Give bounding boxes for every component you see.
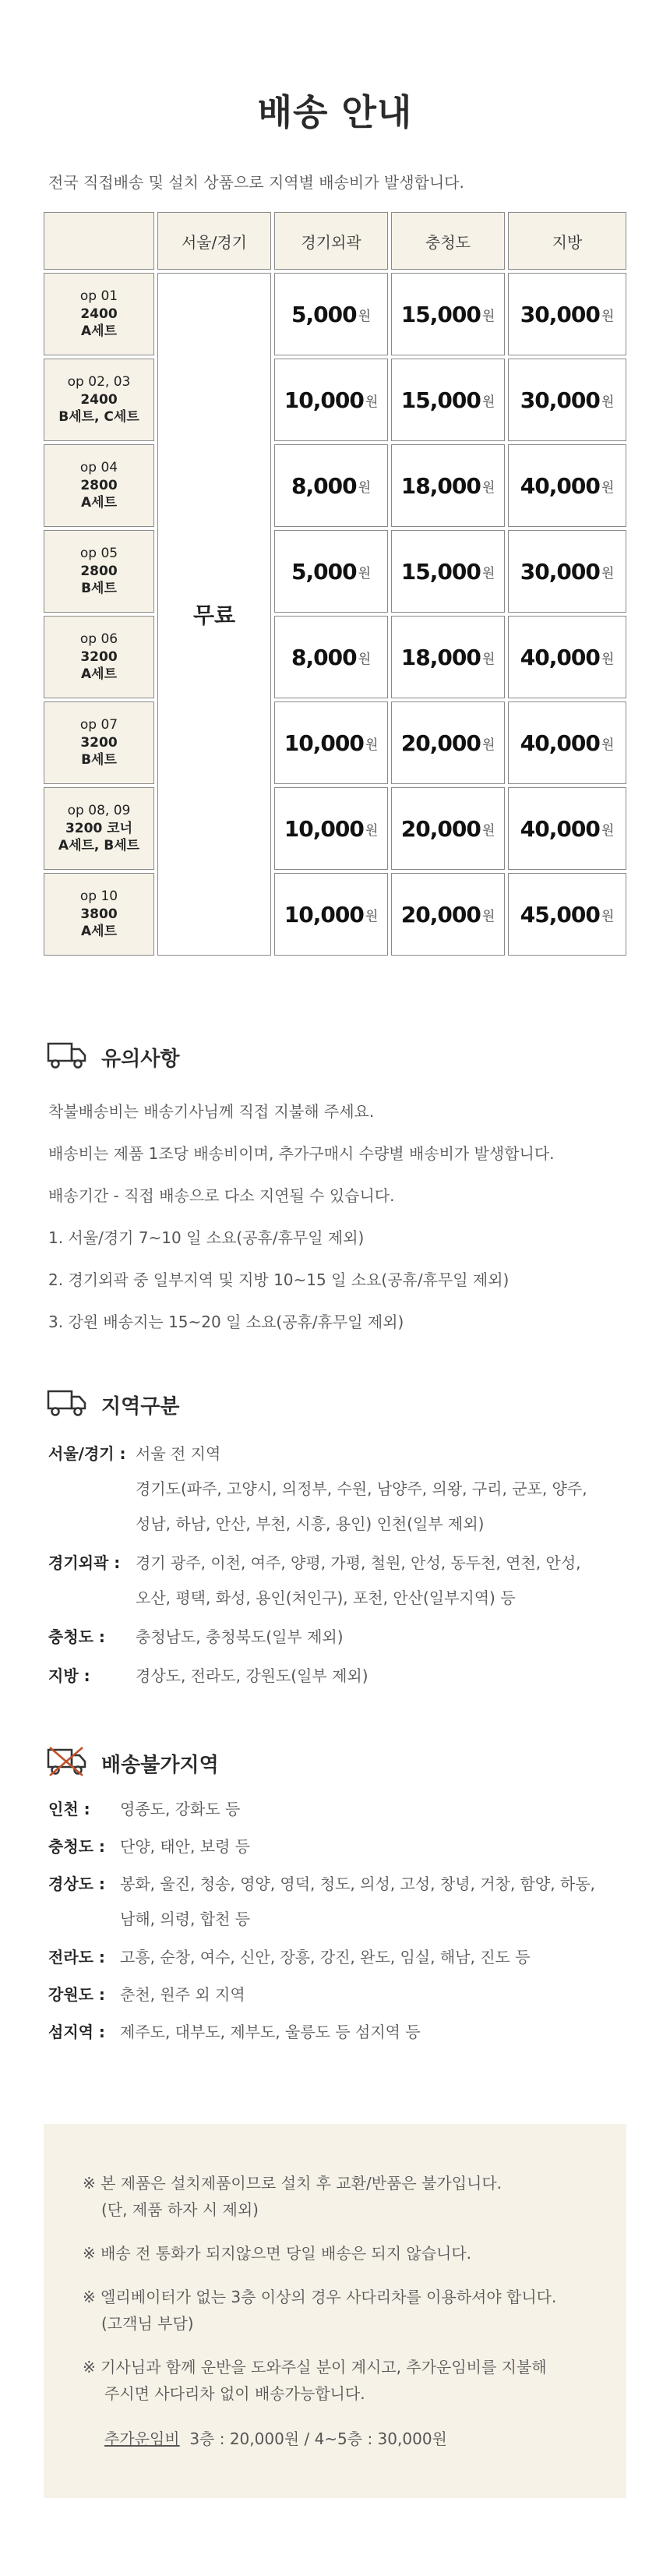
currency-unit: 원 [481,651,495,667]
region-key: 섬지역 : [48,2023,105,2041]
region-key: 경상도 : [48,1875,105,1893]
option-size: 3800 [80,906,118,922]
notice-line: (단, 제품 하자 시 제외) [101,2200,259,2219]
region-key: 서울/경기 : [48,1444,126,1463]
region-value: 오산, 평택, 화성, 용인(처인구), 포천, 안산(일부지역) 등 [136,1588,516,1607]
column-header: 서울/경기 [157,212,271,270]
option-number: op 04 [79,459,118,475]
row-label [44,787,154,870]
price-value: 40,000 [520,644,600,670]
currency-unit: 원 [481,737,495,753]
column-header: 충청도 [391,212,505,270]
price-cell [274,444,388,527]
price-value: 5,000 [291,558,357,585]
currency-unit: 원 [358,479,371,496]
option-set: A세트 [80,323,117,340]
option-size: 3200 코너 [65,820,133,836]
price-value: 20,000 [400,730,481,756]
row-label [44,873,154,956]
currency-unit: 원 [601,737,615,753]
region-key: 충청도 : [48,1627,105,1646]
notice-box [44,2124,626,2498]
region-value: 충청남도, 충청북도(일부 제외) [136,1627,344,1646]
region-value: 경기도(파주, 고양시, 의정부, 수원, 남양주, 의왕, 구리, 군포, 양주, [136,1479,587,1498]
option-number: op 07 [79,716,118,733]
option-number: op 01 [79,288,118,304]
price-cell [508,359,626,441]
region-value: 서울 전 지역 [136,1444,221,1463]
price-cell [274,616,388,698]
region-key: 지방 : [48,1666,90,1685]
region-value: 영종도, 강화도 등 [120,1800,241,1818]
region-value: 고흥, 순창, 여수, 신안, 장흥, 강진, 완도, 임실, 해남, 진도 등 [120,1948,531,1966]
option-number: op 02, 03 [67,373,131,390]
unavailable-heading [47,1746,219,1780]
region-key: 경기외곽 : [48,1553,121,1572]
notice-line: ※ 배송 전 통화가 되지않으면 당일 배송은 되지 않습니다. [83,2244,472,2263]
extra-fee-line [104,2426,447,2451]
note-line: 3. 강원 배송지는 15~20 일 소요(공휴/휴무일 제외) [48,1313,404,1331]
region-value: 남해, 의령, 합천 등 [120,1910,251,1928]
regions-heading [47,1389,179,1420]
price-cell [391,273,505,355]
row-label [44,701,154,784]
price-value: 30,000 [520,301,600,327]
price-cell [274,873,388,956]
unavailable-title: 배송불가지역 [101,1753,219,1777]
note-line: 배송비는 제품 1조당 배송비이며, 추가구매시 수량별 배송비가 발생합니다. [48,1144,555,1163]
price-value: 8,000 [291,472,357,499]
page-title: 배송 안내 [257,91,413,133]
price-cell [508,873,626,956]
region-key: 인천 : [48,1800,90,1818]
currency-unit: 원 [481,308,495,324]
price-cell [508,787,626,870]
column-header: 경기외곽 [274,212,388,270]
currency-unit: 원 [601,908,615,924]
price-value: 18,000 [400,644,481,670]
price-cell [508,530,626,613]
notes-heading [47,1041,179,1072]
price-value: 10,000 [284,901,364,928]
price-value: 40,000 [520,472,600,499]
price-value: 10,000 [284,730,364,756]
price-cell [274,787,388,870]
note-line: 배송기간 - 직접 배송으로 다소 지연될 수 있습니다. [48,1186,395,1205]
price-value: 30,000 [520,387,600,413]
region-value: 경상도, 전라도, 강원도(일부 제외) [136,1666,368,1685]
option-set: A세트, B세트 [58,838,140,854]
price-value: 30,000 [520,558,600,585]
row-label [44,616,154,698]
notice-line: 주시면 사다리차 없이 배송가능합니다. [104,2384,365,2403]
price-cell [391,873,505,956]
row-label [44,530,154,613]
price-value: 8,000 [291,644,357,670]
note-line: 1. 서울/경기 7~10 일 소요(공휴/휴무일 제외) [48,1228,365,1247]
price-value: 5,000 [291,301,357,327]
option-set: A세트 [80,924,117,940]
extra-fee-text: 3층 : 20,000원 / 4~5층 : 30,000원 [189,2429,447,2448]
currency-unit: 원 [365,822,379,839]
price-cell [274,701,388,784]
price-value: 15,000 [400,301,481,327]
note-line: 2. 경기외곽 중 일부지역 및 지방 10~15 일 소요(공휴/휴무일 제외) [48,1270,510,1289]
option-set: A세트 [80,495,117,511]
currency-unit: 원 [481,394,495,410]
notes-title: 유의사항 [101,1047,180,1071]
price-value: 40,000 [520,730,600,756]
region-value: 성남, 하남, 안산, 부천, 시흥, 용인) 인천(일부 제외) [136,1514,485,1533]
intro-text: 전국 직접배송 및 설치 상품으로 지역별 배송비가 발생합니다. [48,173,464,192]
option-number: op 10 [79,888,118,904]
region-value: 단양, 태안, 보령 등 [120,1837,251,1856]
option-size: 2400 [80,306,118,322]
price-value: 10,000 [284,815,364,842]
currency-unit: 원 [601,479,615,496]
table-corner [44,212,154,270]
notice-line: (고객님 부담) [101,2314,194,2333]
currency-unit: 원 [358,308,371,324]
currency-unit: 원 [601,651,615,667]
row-label [44,273,154,355]
option-size: 2800 [80,563,118,579]
price-cell [391,359,505,441]
truck-icon [47,1389,87,1420]
column-header: 지방 [508,212,626,270]
option-size: 3200 [80,734,118,751]
currency-unit: 원 [365,908,379,924]
option-number: op 05 [79,545,118,561]
region-key: 충청도 : [48,1837,105,1856]
currency-unit: 원 [601,394,615,410]
option-size: 2400 [80,391,118,408]
currency-unit: 원 [481,479,495,496]
row-label [44,359,154,441]
price-cell [508,701,626,784]
currency-unit: 원 [365,737,379,753]
currency-unit: 원 [358,651,371,667]
regions-title: 지역구분 [101,1394,180,1419]
option-size: 2800 [80,477,118,493]
option-set: B세트 [81,581,117,597]
truck-icon [47,1041,87,1072]
price-cell [391,444,505,527]
price-cell [508,616,626,698]
option-number: op 06 [79,631,118,647]
price-value: 20,000 [400,815,481,842]
extra-fee-label: 추가운임비 [104,2429,180,2448]
price-cell [274,530,388,613]
option-number: op 08, 09 [67,802,131,818]
price-cell [274,359,388,441]
currency-unit: 원 [481,908,495,924]
region-value: 제주도, 대부도, 제부도, 울릉도 등 섬지역 등 [120,2023,421,2041]
price-value: 15,000 [400,558,481,585]
free-shipping-cell: 무료 [157,273,271,956]
region-value: 경기 광주, 이천, 여주, 양평, 가평, 철원, 안성, 동두천, 연천, 안성, [136,1553,581,1572]
price-cell [508,444,626,527]
currency-unit: 원 [601,308,615,324]
price-cell [391,787,505,870]
notice-line: ※ 엘리베이터가 없는 3층 이상의 경우 사다리차를 이용하셔야 합니다. [83,2288,557,2306]
currency-unit: 원 [365,394,379,410]
price-value: 45,000 [520,901,600,928]
region-key: 전라도 : [48,1948,105,1966]
price-cell [391,701,505,784]
currency-unit: 원 [481,565,495,581]
notice-line: ※ 기사님과 함께 운반을 도와주실 분이 계시고, 추가운임비를 지불해 [83,2358,547,2376]
option-set: B세트, C세트 [58,409,139,426]
price-value: 20,000 [400,901,481,928]
notice-line: ※ 본 제품은 설치제품이므로 설치 후 교환/반품은 불가입니다. [83,2174,503,2193]
region-value: 봉화, 울진, 청송, 영양, 영덕, 청도, 의성, 고성, 창녕, 거창, 함양, 하동, [120,1875,595,1893]
price-cell [391,530,505,613]
note-line: 착불배송비는 배송기사님께 직접 지불해 주세요. [48,1102,375,1121]
currency-unit: 원 [358,565,371,581]
option-size: 3200 [80,648,118,665]
region-value: 춘천, 원주 외 지역 [120,1985,245,2004]
currency-unit: 원 [601,822,615,839]
row-label [44,444,154,527]
currency-unit: 원 [601,565,615,581]
price-value: 40,000 [520,815,600,842]
price-cell [391,616,505,698]
no-delivery-truck-icon [47,1746,87,1780]
price-value: 10,000 [284,387,364,413]
currency-unit: 원 [481,822,495,839]
price-value: 15,000 [400,387,481,413]
price-value: 18,000 [400,472,481,499]
price-cell [508,273,626,355]
price-cell [274,273,388,355]
option-set: B세트 [81,752,117,769]
region-key: 강원도 : [48,1985,105,2004]
option-set: A세트 [80,666,117,683]
